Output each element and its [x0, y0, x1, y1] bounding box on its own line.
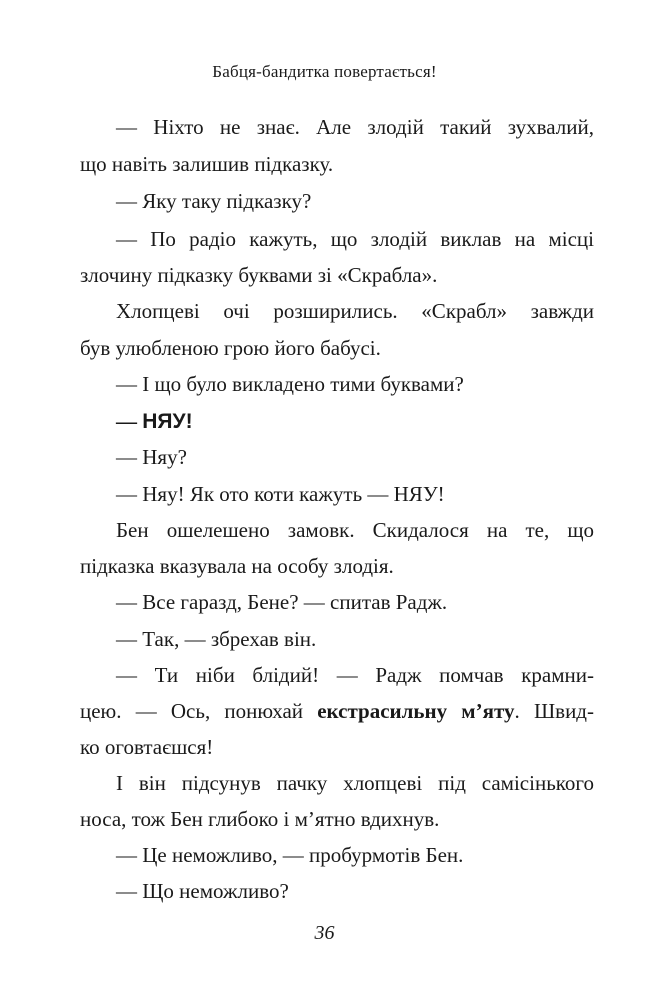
text-line: — По радіо кажуть, що злодій виклав на місці [116, 227, 594, 251]
text-line: — Це неможливо, — пробурмотів Бен. [116, 843, 464, 867]
text-line [116, 408, 193, 435]
text-span: цею. — Ось, понюхай [80, 699, 318, 723]
text-line: Бен ошелешено замовк. Скидалося на те, що [116, 518, 594, 542]
text-line: носа, тож Бен глибоко і м’ятно вдихнув. [80, 807, 440, 831]
text-line: що навіть залишив підказку. [80, 152, 334, 176]
text-line: Хлопцеві очі розширились. «Скрабл» завжди [116, 299, 594, 323]
text-line: — І що було викладено тими буквами? [116, 372, 464, 396]
running-header: Бабця-бандитка повертається! [212, 62, 437, 81]
bold-exclamation: НЯУ! [142, 410, 193, 433]
text-line: — Яку таку підказку? [116, 189, 312, 213]
text-line: — Все гаразд, Бене? — спитав Радж. [116, 590, 448, 614]
text-span: . Швид- [514, 699, 594, 723]
text-line: ко оговтаєшся! [80, 735, 214, 759]
text-line: — Що неможливо? [116, 879, 289, 903]
text-line [80, 698, 594, 724]
text-line: — Няу! Як ото коти кажуть — НЯУ! [116, 482, 445, 506]
text-line: — Ти ніби блідий! — Радж помчав крамни- [116, 663, 594, 687]
text-line: злочину підказку буквами зі «Скрабла». [80, 263, 438, 287]
bold-phrase: екстрасильну м’яту [317, 699, 515, 723]
text-line: — Ніхто не знає. Але злодій такий зухвалий, [116, 115, 594, 139]
text-line: — Так, — збрехав він. [116, 627, 317, 651]
text-line: підказка вказувала на особу злодія. [80, 554, 394, 578]
text-line: був улюбленою грою його бабусі. [80, 336, 381, 360]
page-number: 36 [314, 922, 335, 944]
text-line: І він підсунув пачку хлопцеві під самісінького [116, 771, 594, 795]
dash: — [116, 409, 143, 433]
text-line: — Няу? [116, 445, 187, 469]
